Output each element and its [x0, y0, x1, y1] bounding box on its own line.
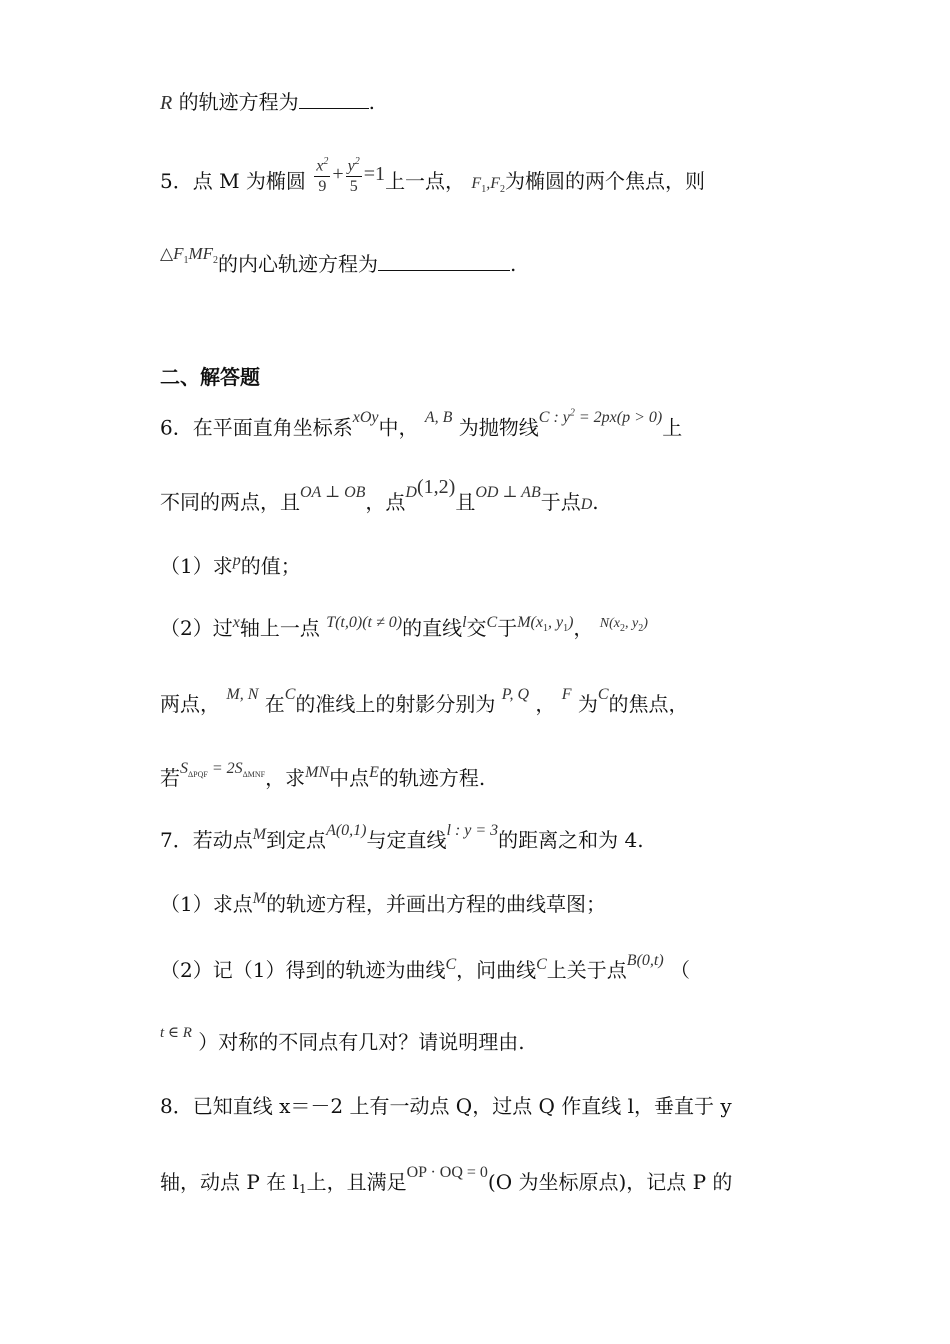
text: 轴，动点 P 在 l [160, 1170, 299, 1194]
text: 6．在平面直角坐标系 [160, 415, 353, 440]
math-m: M [252, 826, 267, 843]
math-ab: A, B [424, 409, 453, 427]
math-od-perp-ab: OD ⊥ AB [475, 484, 541, 501]
text: 于 [497, 616, 518, 640]
question-5-line-1 [160, 156, 705, 205]
text: 为椭圆的两个焦点，则 [504, 169, 705, 194]
triangle-f1mf2: △F1MF2 [160, 244, 219, 266]
math-c: C [597, 686, 609, 703]
answer-blank [378, 250, 510, 271]
math-p: p [232, 552, 241, 569]
section-title: 二、解答题 [160, 365, 260, 389]
question-6-line-4 [160, 760, 486, 797]
question-6-line-2 [160, 476, 599, 519]
math-pq: P, Q [501, 686, 530, 703]
text: （1）求 [160, 554, 233, 578]
text: 上 [662, 415, 683, 440]
text: 的距离之和为 4. [498, 828, 644, 852]
math-oa-perp-ob: OA ⊥ OB [300, 484, 366, 501]
math-area-eq: SΔPQF = 2SΔMNF [180, 760, 266, 779]
text: 到定点 [266, 828, 327, 852]
math-f: F [561, 686, 572, 703]
text: (O 为坐标原点)，记点 P 的 [487, 1170, 733, 1194]
question-7-part-2 [160, 952, 691, 987]
math-x: x [232, 614, 240, 631]
text: 的内心轨迹方程为 [218, 252, 379, 276]
math-12: (1,2) [416, 476, 456, 498]
question-6-part-1 [160, 552, 301, 583]
text: . [510, 252, 517, 276]
question-7-line-1 [160, 822, 644, 857]
text: 两点， [160, 692, 220, 716]
frac-num: x [316, 157, 324, 175]
math-m-point: M(x1, y1) [517, 614, 574, 634]
text: ， [535, 692, 556, 716]
question-7-part-1 [160, 890, 606, 921]
text: ，点 [365, 490, 406, 514]
text: 于点 [540, 490, 581, 514]
plus: + [332, 163, 344, 186]
math-a-point: A(0,1) [326, 822, 367, 839]
question-7-line-4 [160, 1025, 525, 1059]
text: 7．若动点 [160, 828, 253, 852]
text: 与定直线 [366, 828, 447, 852]
math-d: D [580, 496, 593, 513]
text: 为抛物线 [458, 415, 539, 440]
frac-sup: 2 [323, 156, 329, 167]
text: . [592, 490, 599, 514]
text: （ [670, 958, 691, 982]
text: 的直线 [402, 616, 463, 640]
text: 中， [378, 415, 419, 440]
text: 8．已知直线 x＝－2 上有一动点 Q，过点 Q 作直线 l，垂直于 y [160, 1094, 732, 1118]
text: 不同的两点，且 [160, 490, 300, 514]
math-parabola: C : y2 = 2px(p > 0) [538, 408, 663, 427]
math-dot-product: OP · OQ = 0 [406, 1164, 488, 1181]
text: ，求 [265, 766, 306, 790]
text: 上一点， [385, 169, 466, 194]
math-m: M [252, 890, 267, 907]
math-l: l [462, 614, 467, 631]
frac-den: 9 [318, 178, 327, 196]
math-mn: MN [305, 764, 330, 781]
text: ）对称的不同点有几对？请说明理由. [198, 1030, 525, 1054]
var-r: R [160, 92, 173, 114]
question-6-line-1 [160, 408, 683, 444]
math-c: C [486, 614, 498, 631]
math-e: E [369, 764, 379, 781]
question-8-line-1 [160, 1092, 732, 1120]
frac-num: y [347, 157, 355, 175]
math-line-l: l : y = 3 [446, 822, 499, 839]
frac-sup: 2 [354, 156, 360, 167]
math-mn: M, N [226, 686, 259, 703]
text: 中点 [329, 766, 370, 790]
fraction-y2-5 [346, 152, 362, 197]
math-d: D [405, 484, 417, 501]
foci: $F_1,F_2$ [471, 175, 505, 196]
frac-den: 5 [349, 178, 358, 196]
text: 的轨迹方程为 [178, 90, 299, 114]
text: 的轨迹方程. [378, 766, 486, 790]
text: （1）求点 [160, 892, 253, 916]
text: 上关于点 [546, 958, 627, 982]
text: 为 [577, 692, 598, 716]
equals-one: =1 [363, 163, 386, 186]
text: （2）记（1）得到的轨迹为曲线 [160, 958, 446, 982]
subscript-1: 1 [298, 1182, 307, 1196]
text: 的焦点， [608, 692, 689, 716]
question-6-line-3 [160, 686, 689, 721]
math-c: C [445, 956, 457, 973]
text: 上，且满足 [306, 1170, 407, 1194]
math-n-point: N(x2, y2) [599, 616, 648, 634]
math-t-in-r: t ∈ R [160, 1025, 192, 1041]
math-c: C [536, 956, 547, 973]
line-r-trajectory [160, 88, 375, 117]
text: （2）过 [160, 616, 233, 640]
question-6-part-2 [160, 614, 648, 647]
fraction-x2-9 [314, 152, 330, 197]
text: 在 [264, 692, 285, 716]
text: ， [573, 616, 594, 640]
text: 轴上一点 [239, 616, 320, 640]
math-c: C [284, 686, 296, 703]
question-5-line-2 [160, 244, 517, 283]
text: 交 [466, 616, 487, 640]
text: 若 [160, 766, 180, 790]
math-t-point: T(t,0)(t ≠ 0) [326, 614, 403, 631]
math-xoy: xOy [352, 409, 379, 427]
text: ，问曲线 [456, 958, 537, 982]
text: 的值； [240, 554, 301, 578]
answer-blank [299, 88, 369, 109]
text: 且 [455, 490, 476, 514]
text: 的准线上的射影分别为 [295, 692, 496, 716]
text: 的轨迹方程，并画出方程的曲线草图； [266, 892, 607, 916]
question-8-line-2 [160, 1164, 733, 1199]
text: . [368, 90, 375, 114]
question-5-number: 5．点 M 为椭圆 [160, 169, 306, 194]
math-b-point: B(0,t) [626, 952, 664, 969]
